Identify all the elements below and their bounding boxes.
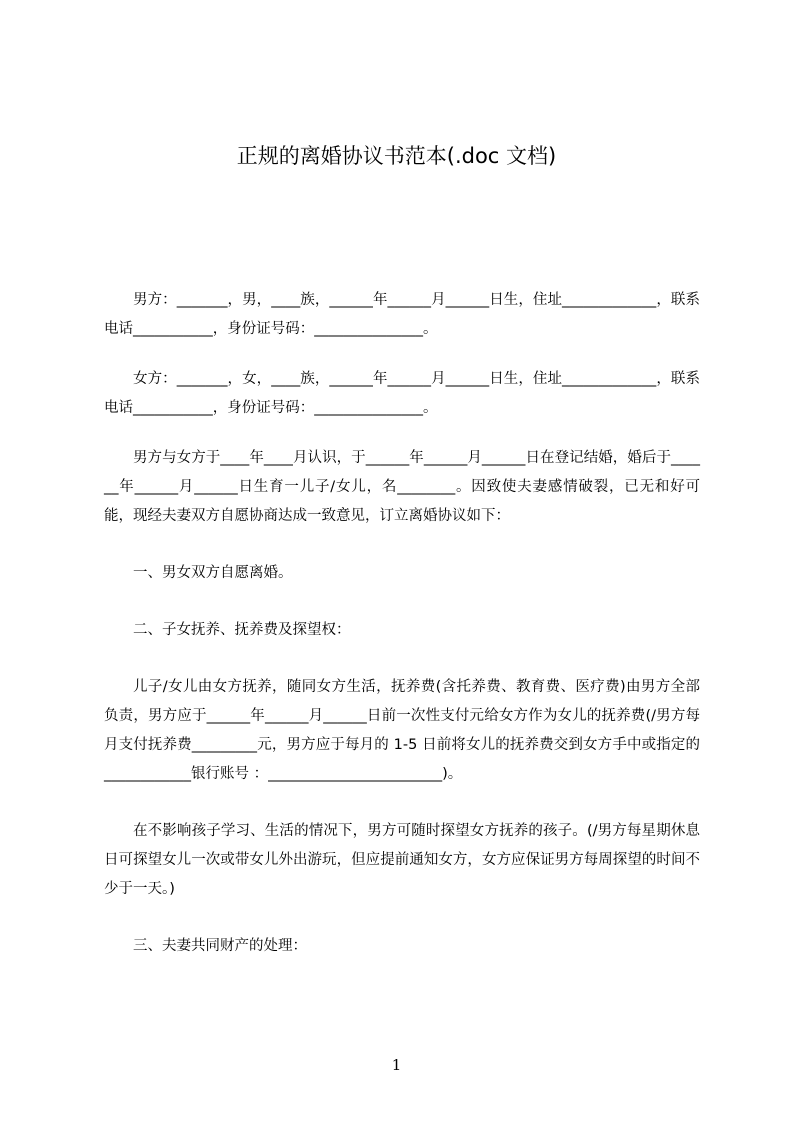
paragraph-visitation: 在不影响孩子学习、生活的情况下，男方可随时探望女方抚养的孩子。(/男方每星期休息日可探望女儿一次或带女儿外出游玩，但应提前通知女方，女方应保证男方每周探望的时间不少于一天。) <box>104 823 700 897</box>
paragraph-gap <box>104 789 700 817</box>
page-number: 1 <box>391 1056 402 1074</box>
paragraph-gap <box>104 344 700 365</box>
paragraph-gap <box>104 531 700 559</box>
paragraph-gap <box>104 645 700 673</box>
paragraph-husband-info: 男方：_______，男，____族，______年______月______日生，住址_____________，联系电话___________，身份证号码：_______________。 <box>104 292 700 337</box>
paragraph-child-support: 儿子/女儿由女方抚养，随同女方生活，抚养费(含托养费、教育费、医疗费)由男方全部负责，男方应于______年______月______日前一次性支付元给女方作为女儿的抚养费(/男方每月支付抚养费_________元，男方应于每月的 1-5 日前将女儿的抚养费交到女方手中或指定的____________银行账号 ：________________________)。 <box>104 679 700 782</box>
section-heading-custody: 二、子女抚养、抚养费及探望权： <box>133 622 351 638</box>
paragraph-gap <box>104 423 700 444</box>
paragraph-wife-info: 女方：_______，女，____族，______年______月______日生，住址_____________，联系电话___________，身份证号码：_______________。 <box>104 371 700 416</box>
paragraph-marriage-history: 男方与女方于____年____月认识，于______年______月______日在登记结婚，婚后于______年______月______日生育一儿子/女儿，名________。因致使夫妻感情破裂，已无和好可能，现经夫妻双方自愿协商达成一致意见，订立离婚协议如下： <box>104 450 700 524</box>
section-heading-divorce: 一、男女双方自愿离婚。 <box>133 565 293 581</box>
section-heading-property: 三、夫妻共同财产的处理： <box>133 938 307 954</box>
document-title: 正规的离婚协议书范本(.doc 文档) <box>236 144 557 168</box>
paragraph-gap <box>104 904 700 932</box>
document-body <box>104 286 700 961</box>
paragraph-gap <box>104 588 700 616</box>
